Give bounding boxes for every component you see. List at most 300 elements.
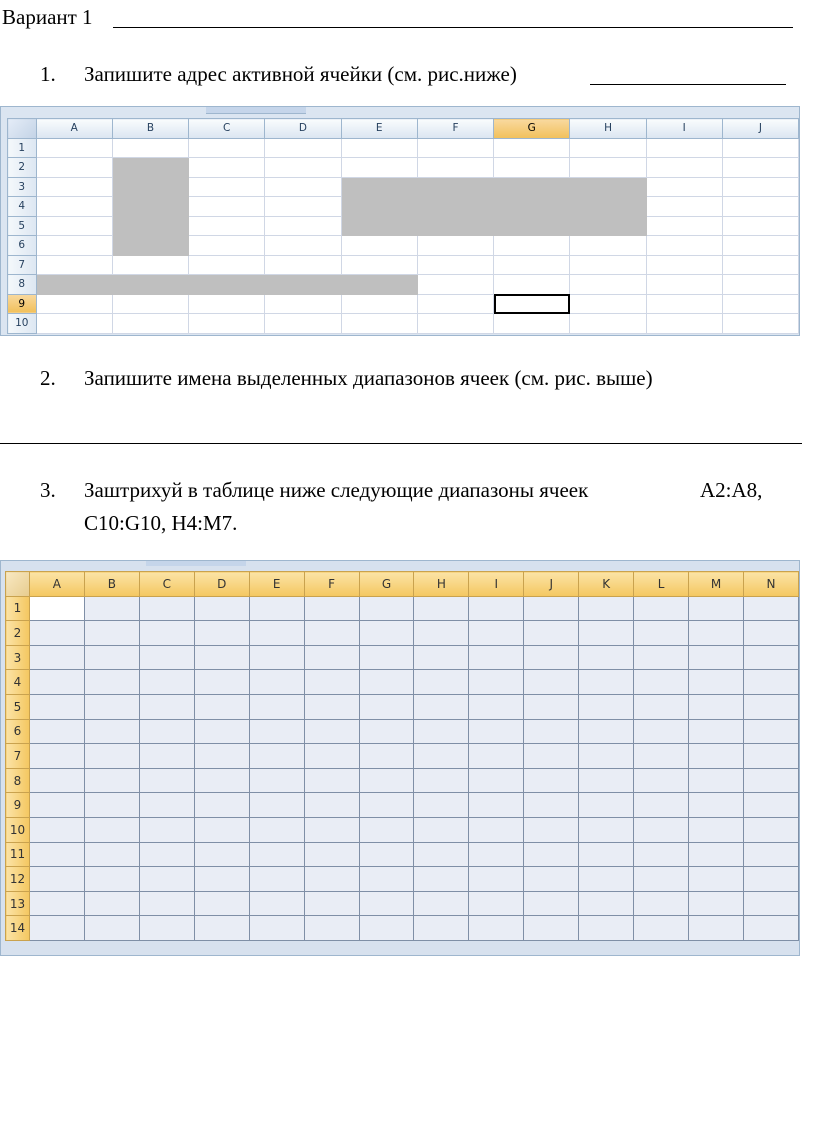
cell-i11[interactable] (469, 842, 524, 867)
cell-i6[interactable] (469, 719, 524, 744)
cell-m13[interactable] (689, 891, 744, 916)
cell-d4[interactable] (265, 197, 341, 217)
cell-j7[interactable] (722, 255, 798, 275)
cell-j10[interactable] (722, 314, 798, 334)
row-header-9[interactable]: 9 (6, 793, 30, 818)
cell-a1[interactable] (36, 138, 112, 158)
cell-f4[interactable] (304, 670, 359, 695)
cell-d8[interactable] (265, 275, 341, 295)
cell-g7[interactable] (494, 255, 570, 275)
cell-c11[interactable] (139, 842, 194, 867)
cell-m8[interactable] (689, 768, 744, 793)
cell-l5[interactable] (634, 694, 689, 719)
cell-c3[interactable] (139, 645, 194, 670)
row-header-8[interactable]: 8 (8, 275, 37, 295)
row-header-4[interactable]: 4 (6, 670, 30, 695)
cell-f3[interactable] (417, 177, 493, 197)
cell-i13[interactable] (469, 891, 524, 916)
cell-c1[interactable] (189, 138, 265, 158)
cell-j8[interactable] (722, 275, 798, 295)
cell-m7[interactable] (689, 744, 744, 769)
cell-b6[interactable] (112, 236, 188, 256)
cell-b1[interactable] (84, 596, 139, 621)
cell-c5[interactable] (189, 216, 265, 236)
cell-c2[interactable] (189, 158, 265, 178)
cell-k11[interactable] (579, 842, 634, 867)
cell-f1[interactable] (304, 596, 359, 621)
cell-j4[interactable] (524, 670, 579, 695)
cell-j10[interactable] (524, 817, 579, 842)
cell-c6[interactable] (139, 719, 194, 744)
cell-c6[interactable] (189, 236, 265, 256)
row-header-6[interactable]: 6 (8, 236, 37, 256)
cell-h7[interactable] (570, 255, 646, 275)
cell-f2[interactable] (304, 621, 359, 646)
cell-d5[interactable] (265, 216, 341, 236)
cell-g4[interactable] (359, 670, 414, 695)
cell-j6[interactable] (722, 236, 798, 256)
cell-f8[interactable] (304, 768, 359, 793)
cell-d10[interactable] (194, 817, 249, 842)
cell-i1[interactable] (646, 138, 722, 158)
cell-k4[interactable] (579, 670, 634, 695)
cell-a6[interactable] (29, 719, 84, 744)
cell-l3[interactable] (634, 645, 689, 670)
cell-m3[interactable] (689, 645, 744, 670)
cell-d7[interactable] (265, 255, 341, 275)
cell-k12[interactable] (579, 867, 634, 892)
cell-f12[interactable] (304, 867, 359, 892)
cell-i2[interactable] (469, 621, 524, 646)
cell-a4[interactable] (29, 670, 84, 695)
cell-g8[interactable] (359, 768, 414, 793)
cell-g11[interactable] (359, 842, 414, 867)
cell-g10[interactable] (359, 817, 414, 842)
cell-e6[interactable] (249, 719, 304, 744)
cell-d3[interactable] (265, 177, 341, 197)
cell-f13[interactable] (304, 891, 359, 916)
column-header-f[interactable]: F (417, 119, 493, 139)
cell-l12[interactable] (634, 867, 689, 892)
cell-i7[interactable] (469, 744, 524, 769)
row-header-4[interactable]: 4 (8, 197, 37, 217)
cell-h3[interactable] (414, 645, 469, 670)
active-cell[interactable] (29, 596, 84, 621)
cell-l2[interactable] (634, 621, 689, 646)
column-header-e[interactable]: E (341, 119, 417, 139)
cell-f7[interactable] (417, 255, 493, 275)
cell-l9[interactable] (634, 793, 689, 818)
cell-m4[interactable] (689, 670, 744, 695)
column-header-n[interactable]: N (743, 572, 798, 597)
cell-l11[interactable] (634, 842, 689, 867)
cell-l13[interactable] (634, 891, 689, 916)
cell-g6[interactable] (494, 236, 570, 256)
cell-j2[interactable] (524, 621, 579, 646)
cell-a4[interactable] (36, 197, 112, 217)
select-all-corner[interactable] (8, 119, 37, 139)
cell-c14[interactable] (139, 916, 194, 941)
row-header-2[interactable]: 2 (8, 158, 37, 178)
cell-n7[interactable] (743, 744, 798, 769)
cell-a9[interactable] (36, 294, 112, 314)
cell-d9[interactable] (265, 294, 341, 314)
column-header-l[interactable]: L (634, 572, 689, 597)
cell-c4[interactable] (189, 197, 265, 217)
cell-g8[interactable] (494, 275, 570, 295)
cell-e7[interactable] (249, 744, 304, 769)
cell-h10[interactable] (414, 817, 469, 842)
cell-d10[interactable] (265, 314, 341, 334)
cell-h1[interactable] (414, 596, 469, 621)
cell-b6[interactable] (84, 719, 139, 744)
cell-f7[interactable] (304, 744, 359, 769)
cell-d6[interactable] (265, 236, 341, 256)
cell-e13[interactable] (249, 891, 304, 916)
cell-d2[interactable] (194, 621, 249, 646)
cell-m9[interactable] (689, 793, 744, 818)
cell-g2[interactable] (494, 158, 570, 178)
cell-l1[interactable] (634, 596, 689, 621)
row-header-13[interactable]: 13 (6, 891, 30, 916)
cell-b2[interactable] (84, 621, 139, 646)
cell-k2[interactable] (579, 621, 634, 646)
cell-a5[interactable] (29, 694, 84, 719)
cell-e12[interactable] (249, 867, 304, 892)
cell-a10[interactable] (36, 314, 112, 334)
cell-a7[interactable] (29, 744, 84, 769)
column-header-m[interactable]: M (689, 572, 744, 597)
cell-h7[interactable] (414, 744, 469, 769)
cell-g1[interactable] (494, 138, 570, 158)
cell-d8[interactable] (194, 768, 249, 793)
cell-f1[interactable] (417, 138, 493, 158)
cell-e2[interactable] (341, 158, 417, 178)
cell-d11[interactable] (194, 842, 249, 867)
cell-f8[interactable] (417, 275, 493, 295)
cell-g5[interactable] (359, 694, 414, 719)
cell-g3[interactable] (494, 177, 570, 197)
cell-n9[interactable] (743, 793, 798, 818)
cell-b9[interactable] (84, 793, 139, 818)
cell-a8[interactable] (36, 275, 112, 295)
cell-i6[interactable] (646, 236, 722, 256)
cell-i14[interactable] (469, 916, 524, 941)
cell-c7[interactable] (189, 255, 265, 275)
cell-i5[interactable] (646, 216, 722, 236)
cell-g4[interactable] (494, 197, 570, 217)
cell-j6[interactable] (524, 719, 579, 744)
cell-a2[interactable] (29, 621, 84, 646)
cell-c10[interactable] (139, 817, 194, 842)
cell-h10[interactable] (570, 314, 646, 334)
cell-l14[interactable] (634, 916, 689, 941)
cell-i10[interactable] (469, 817, 524, 842)
cell-h3[interactable] (570, 177, 646, 197)
row-header-11[interactable]: 11 (6, 842, 30, 867)
cell-k6[interactable] (579, 719, 634, 744)
cell-g2[interactable] (359, 621, 414, 646)
cell-h12[interactable] (414, 867, 469, 892)
cell-d9[interactable] (194, 793, 249, 818)
cell-j14[interactable] (524, 916, 579, 941)
cell-n4[interactable] (743, 670, 798, 695)
active-cell[interactable] (494, 294, 570, 314)
cell-m12[interactable] (689, 867, 744, 892)
column-header-g[interactable]: G (494, 119, 570, 139)
cell-a11[interactable] (29, 842, 84, 867)
cell-i12[interactable] (469, 867, 524, 892)
cell-g13[interactable] (359, 891, 414, 916)
cell-k14[interactable] (579, 916, 634, 941)
cell-h4[interactable] (414, 670, 469, 695)
cell-h8[interactable] (414, 768, 469, 793)
cell-a6[interactable] (36, 236, 112, 256)
cell-e5[interactable] (249, 694, 304, 719)
cell-h8[interactable] (570, 275, 646, 295)
cell-c9[interactable] (189, 294, 265, 314)
row-header-6[interactable]: 6 (6, 719, 30, 744)
cell-a2[interactable] (36, 158, 112, 178)
row-header-1[interactable]: 1 (6, 596, 30, 621)
cell-b13[interactable] (84, 891, 139, 916)
row-header-1[interactable]: 1 (8, 138, 37, 158)
cell-b11[interactable] (84, 842, 139, 867)
cell-l10[interactable] (634, 817, 689, 842)
cell-f2[interactable] (417, 158, 493, 178)
cell-c10[interactable] (189, 314, 265, 334)
cell-l8[interactable] (634, 768, 689, 793)
cell-d6[interactable] (194, 719, 249, 744)
cell-k5[interactable] (579, 694, 634, 719)
cell-m14[interactable] (689, 916, 744, 941)
cell-k3[interactable] (579, 645, 634, 670)
cell-f11[interactable] (304, 842, 359, 867)
cell-j9[interactable] (722, 294, 798, 314)
cell-e3[interactable] (341, 177, 417, 197)
row-header-10[interactable]: 10 (8, 314, 37, 334)
cell-m6[interactable] (689, 719, 744, 744)
cell-f6[interactable] (304, 719, 359, 744)
select-all-corner[interactable] (6, 572, 30, 597)
cell-i1[interactable] (469, 596, 524, 621)
cell-a10[interactable] (29, 817, 84, 842)
cell-c1[interactable] (139, 596, 194, 621)
cell-i2[interactable] (646, 158, 722, 178)
cell-f5[interactable] (304, 694, 359, 719)
column-header-b[interactable]: B (84, 572, 139, 597)
cell-f3[interactable] (304, 645, 359, 670)
cell-j3[interactable] (722, 177, 798, 197)
cell-a7[interactable] (36, 255, 112, 275)
cell-n14[interactable] (743, 916, 798, 941)
row-header-2[interactable]: 2 (6, 621, 30, 646)
cell-l6[interactable] (634, 719, 689, 744)
column-header-h[interactable]: H (570, 119, 646, 139)
cell-i3[interactable] (646, 177, 722, 197)
cell-a3[interactable] (29, 645, 84, 670)
cell-c2[interactable] (139, 621, 194, 646)
cell-n5[interactable] (743, 694, 798, 719)
column-header-j[interactable]: J (524, 572, 579, 597)
cell-n13[interactable] (743, 891, 798, 916)
cell-a12[interactable] (29, 867, 84, 892)
cell-g14[interactable] (359, 916, 414, 941)
cell-d7[interactable] (194, 744, 249, 769)
cell-b9[interactable] (112, 294, 188, 314)
cell-e9[interactable] (341, 294, 417, 314)
column-header-f[interactable]: F (304, 572, 359, 597)
cell-h6[interactable] (414, 719, 469, 744)
cell-i8[interactable] (469, 768, 524, 793)
cell-e14[interactable] (249, 916, 304, 941)
cell-g1[interactable] (359, 596, 414, 621)
cell-d3[interactable] (194, 645, 249, 670)
cell-c3[interactable] (189, 177, 265, 197)
cell-k1[interactable] (579, 596, 634, 621)
cell-n2[interactable] (743, 621, 798, 646)
cell-a14[interactable] (29, 916, 84, 941)
cell-h5[interactable] (570, 216, 646, 236)
cell-h2[interactable] (570, 158, 646, 178)
cell-e10[interactable] (341, 314, 417, 334)
cell-m5[interactable] (689, 694, 744, 719)
row-header-10[interactable]: 10 (6, 817, 30, 842)
cell-n11[interactable] (743, 842, 798, 867)
cell-h6[interactable] (570, 236, 646, 256)
cell-j5[interactable] (722, 216, 798, 236)
cell-i8[interactable] (646, 275, 722, 295)
column-header-e[interactable]: E (249, 572, 304, 597)
cell-i7[interactable] (646, 255, 722, 275)
cell-h13[interactable] (414, 891, 469, 916)
cell-e2[interactable] (249, 621, 304, 646)
cell-e1[interactable] (341, 138, 417, 158)
cell-f9[interactable] (417, 294, 493, 314)
cell-m1[interactable] (689, 596, 744, 621)
cell-e5[interactable] (341, 216, 417, 236)
cell-e9[interactable] (249, 793, 304, 818)
cell-j5[interactable] (524, 694, 579, 719)
cell-e10[interactable] (249, 817, 304, 842)
cell-n1[interactable] (743, 596, 798, 621)
row-header-5[interactable]: 5 (6, 694, 30, 719)
cell-d2[interactable] (265, 158, 341, 178)
cell-b3[interactable] (84, 645, 139, 670)
cell-n6[interactable] (743, 719, 798, 744)
cell-f5[interactable] (417, 216, 493, 236)
cell-m2[interactable] (689, 621, 744, 646)
cell-d13[interactable] (194, 891, 249, 916)
cell-a13[interactable] (29, 891, 84, 916)
cell-m10[interactable] (689, 817, 744, 842)
column-header-c[interactable]: C (189, 119, 265, 139)
cell-h14[interactable] (414, 916, 469, 941)
cell-i4[interactable] (646, 197, 722, 217)
row-header-5[interactable]: 5 (8, 216, 37, 236)
cell-c5[interactable] (139, 694, 194, 719)
row-header-12[interactable]: 12 (6, 867, 30, 892)
cell-k13[interactable] (579, 891, 634, 916)
cell-g9[interactable] (359, 793, 414, 818)
column-header-d[interactable]: D (265, 119, 341, 139)
cell-f10[interactable] (417, 314, 493, 334)
cell-b10[interactable] (112, 314, 188, 334)
cell-d1[interactable] (194, 596, 249, 621)
cell-e11[interactable] (249, 842, 304, 867)
cell-e4[interactable] (341, 197, 417, 217)
cell-h9[interactable] (414, 793, 469, 818)
cell-e1[interactable] (249, 596, 304, 621)
cell-h5[interactable] (414, 694, 469, 719)
cell-d12[interactable] (194, 867, 249, 892)
cell-b4[interactable] (84, 670, 139, 695)
row-header-3[interactable]: 3 (8, 177, 37, 197)
cell-j2[interactable] (722, 158, 798, 178)
cell-k9[interactable] (579, 793, 634, 818)
cell-j11[interactable] (524, 842, 579, 867)
cell-j4[interactable] (722, 197, 798, 217)
cell-e4[interactable] (249, 670, 304, 695)
cell-h9[interactable] (570, 294, 646, 314)
cell-a5[interactable] (36, 216, 112, 236)
column-header-b[interactable]: B (112, 119, 188, 139)
cell-n12[interactable] (743, 867, 798, 892)
cell-g6[interactable] (359, 719, 414, 744)
row-header-7[interactable]: 7 (6, 744, 30, 769)
cell-a8[interactable] (29, 768, 84, 793)
cell-k8[interactable] (579, 768, 634, 793)
cell-c7[interactable] (139, 744, 194, 769)
cell-e8[interactable] (341, 275, 417, 295)
cell-b2[interactable] (112, 158, 188, 178)
cell-b3[interactable] (112, 177, 188, 197)
cell-b8[interactable] (84, 768, 139, 793)
cell-i4[interactable] (469, 670, 524, 695)
cell-b7[interactable] (112, 255, 188, 275)
row-header-9[interactable]: 9 (8, 294, 37, 314)
cell-i5[interactable] (469, 694, 524, 719)
cell-j12[interactable] (524, 867, 579, 892)
column-header-a[interactable]: A (29, 572, 84, 597)
cell-f6[interactable] (417, 236, 493, 256)
cell-c9[interactable] (139, 793, 194, 818)
cell-c8[interactable] (139, 768, 194, 793)
cell-k7[interactable] (579, 744, 634, 769)
column-header-c[interactable]: C (139, 572, 194, 597)
cell-i3[interactable] (469, 645, 524, 670)
column-header-k[interactable]: K (579, 572, 634, 597)
cell-h2[interactable] (414, 621, 469, 646)
cell-j9[interactable] (524, 793, 579, 818)
cell-n3[interactable] (743, 645, 798, 670)
cell-h11[interactable] (414, 842, 469, 867)
cell-l4[interactable] (634, 670, 689, 695)
cell-g10[interactable] (494, 314, 570, 334)
cell-g5[interactable] (494, 216, 570, 236)
cell-d14[interactable] (194, 916, 249, 941)
column-header-h[interactable]: H (414, 572, 469, 597)
column-header-i[interactable]: I (469, 572, 524, 597)
cell-b5[interactable] (84, 694, 139, 719)
column-header-j[interactable]: J (722, 119, 798, 139)
cell-c4[interactable] (139, 670, 194, 695)
cell-k10[interactable] (579, 817, 634, 842)
cell-n10[interactable] (743, 817, 798, 842)
cell-n8[interactable] (743, 768, 798, 793)
column-header-a[interactable]: A (36, 119, 112, 139)
row-header-3[interactable]: 3 (6, 645, 30, 670)
